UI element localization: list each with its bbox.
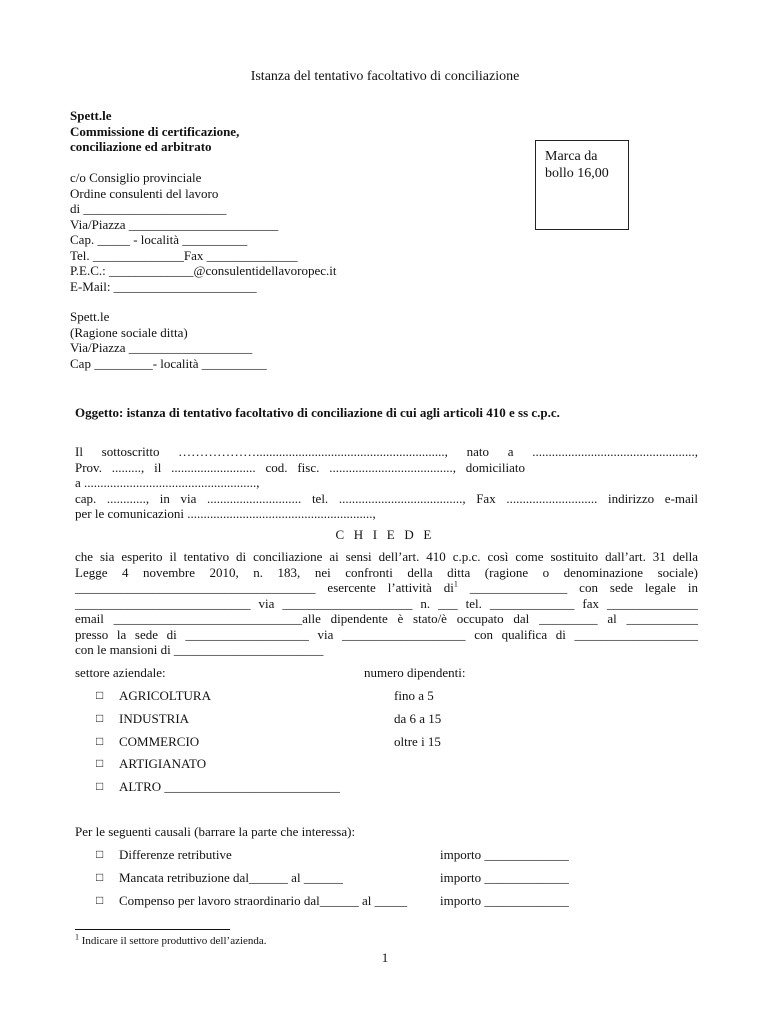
sector-option: INDUSTRIA bbox=[119, 711, 190, 726]
footnote-ref: 1 bbox=[453, 579, 458, 589]
request-paragraph bbox=[75, 549, 698, 658]
employees-option: da 6 a 15 bbox=[394, 711, 442, 726]
address-line: c/o Consiglio provinciale bbox=[70, 170, 202, 185]
request-line-part: _____________________________________ esercente l’attività di bbox=[75, 580, 454, 595]
declarant-line: Prov. ........., il .......................... cod. fisc. ......................................, domiciliato bbox=[75, 459, 525, 475]
address-line: Tel. ______________Fax ______________ bbox=[70, 247, 298, 263]
stamp-line: bollo 16,00 bbox=[545, 166, 609, 181]
request-line: presso la sede di ___________________ via ___________________ con qualifica di ___________________ bbox=[75, 626, 698, 642]
checkbox-cause[interactable]: □ bbox=[96, 893, 104, 907]
cause-text: Mancata retribuzione dal______ al ______ bbox=[119, 870, 343, 885]
recipient-block bbox=[70, 108, 239, 155]
address-line: P.E.C.: _____________@consulentidellavoropec.it bbox=[70, 263, 337, 278]
checkbox-cause[interactable]: □ bbox=[96, 870, 104, 884]
request-line: con le mansioni di _______________________ bbox=[75, 642, 324, 657]
checkbox-cause[interactable]: □ bbox=[96, 847, 104, 861]
request-line: ___________________________ via ____________________ n. ___ tel. _____________ fax ______________ bbox=[75, 595, 698, 611]
company-line: (Ragione sociale ditta) bbox=[70, 324, 188, 340]
declarant-line: Il sottoscritto ……………….........................................................., nato a .................................................., bbox=[75, 444, 698, 459]
request-line-part: _______________ con sede legale in bbox=[457, 580, 698, 595]
footnote-mark: 1 bbox=[75, 932, 79, 942]
subject-line: Oggetto: istanza di tentativo facoltativo di conciliazione di cui agli articoli 410 e ss c.p.c. bbox=[75, 405, 560, 420]
declarant-line: a ....................................................., bbox=[75, 475, 260, 490]
employees-label: numero dipendenti: bbox=[364, 665, 466, 680]
footnote-divider bbox=[75, 929, 230, 930]
declarant-line: cap. ............, in via ............................. tel. ......................................, Fax ............................ indirizzo e-mail bbox=[75, 490, 698, 506]
request-line: Legge 4 novembre 2010, n. 183, nei confronti della ditta (ragione o denominazione sociale) bbox=[75, 564, 698, 580]
stamp-box bbox=[535, 140, 629, 230]
footnote-text: Indicare il settore produttivo dell’azienda. bbox=[79, 935, 267, 947]
request-line: email _____________________________alle dipendente è stato/è occupato dal _________ al ___________ bbox=[75, 611, 698, 626]
cause-amount: importo _____________ bbox=[440, 893, 569, 908]
causes-label: Per le seguenti causali (barrare la parte che interessa): bbox=[75, 824, 356, 839]
document-title: Istanza del tentativo facoltativo di conciliazione bbox=[250, 69, 520, 84]
company-line: Spett.le bbox=[70, 309, 110, 324]
sector-option: ARTIGIANATO bbox=[119, 756, 207, 771]
chiede-heading: C H I E D E bbox=[335, 527, 435, 542]
address-line: E-Mail: ______________________ bbox=[70, 278, 257, 294]
recipient-line: Spett.le bbox=[70, 108, 112, 123]
checkbox-agricoltura[interactable]: □ bbox=[96, 688, 104, 702]
footnote bbox=[75, 932, 267, 947]
cause-amount: importo _____________ bbox=[440, 847, 569, 862]
address-line: Ordine consulenti del lavoro bbox=[70, 185, 219, 201]
address-line: Via/Piazza _______________________ bbox=[70, 216, 279, 232]
stamp-line: Marca da bbox=[545, 149, 598, 164]
sector-option: COMMERCIO bbox=[119, 734, 200, 749]
declarant-line: per le comunicazioni ........................................................., bbox=[75, 506, 376, 521]
sector-option: ALTRO ___________________________ bbox=[119, 779, 340, 794]
recipient-address bbox=[70, 170, 337, 294]
cause-text: Compenso per lavoro straordinario dal______ al _____ bbox=[119, 893, 408, 908]
declarant-paragraph bbox=[75, 444, 698, 522]
employees-option: oltre i 15 bbox=[394, 734, 441, 749]
checkbox-artigianato[interactable]: □ bbox=[96, 756, 104, 770]
company-line: Cap _________- località __________ bbox=[70, 355, 267, 371]
cause-amount: importo _____________ bbox=[440, 870, 569, 885]
address-line: Cap. _____ - località __________ bbox=[70, 232, 248, 247]
cause-text: Differenze retributive bbox=[119, 847, 232, 862]
page-number: 1 bbox=[381, 950, 389, 965]
company-line: Via/Piazza ___________________ bbox=[70, 340, 253, 355]
address-line: di ______________________ bbox=[70, 201, 227, 216]
request-line bbox=[75, 580, 698, 596]
employees-option: fino a 5 bbox=[394, 688, 434, 703]
sector-option: AGRICOLTURA bbox=[119, 688, 211, 703]
checkbox-commercio[interactable]: □ bbox=[96, 734, 104, 748]
checkbox-altro[interactable]: □ bbox=[96, 779, 104, 793]
request-line: che sia esperito il tentativo di conciliazione ai sensi dell’art. 410 c.p.c. così come sostituito dall’art. 31 della bbox=[75, 549, 698, 564]
company-block bbox=[70, 309, 267, 371]
recipient-line: Commissione di certificazione, bbox=[70, 123, 240, 139]
recipient-line: conciliazione ed arbitrato bbox=[70, 139, 212, 154]
sector-label: settore aziendale: bbox=[75, 665, 166, 680]
checkbox-industria[interactable]: □ bbox=[96, 711, 104, 725]
